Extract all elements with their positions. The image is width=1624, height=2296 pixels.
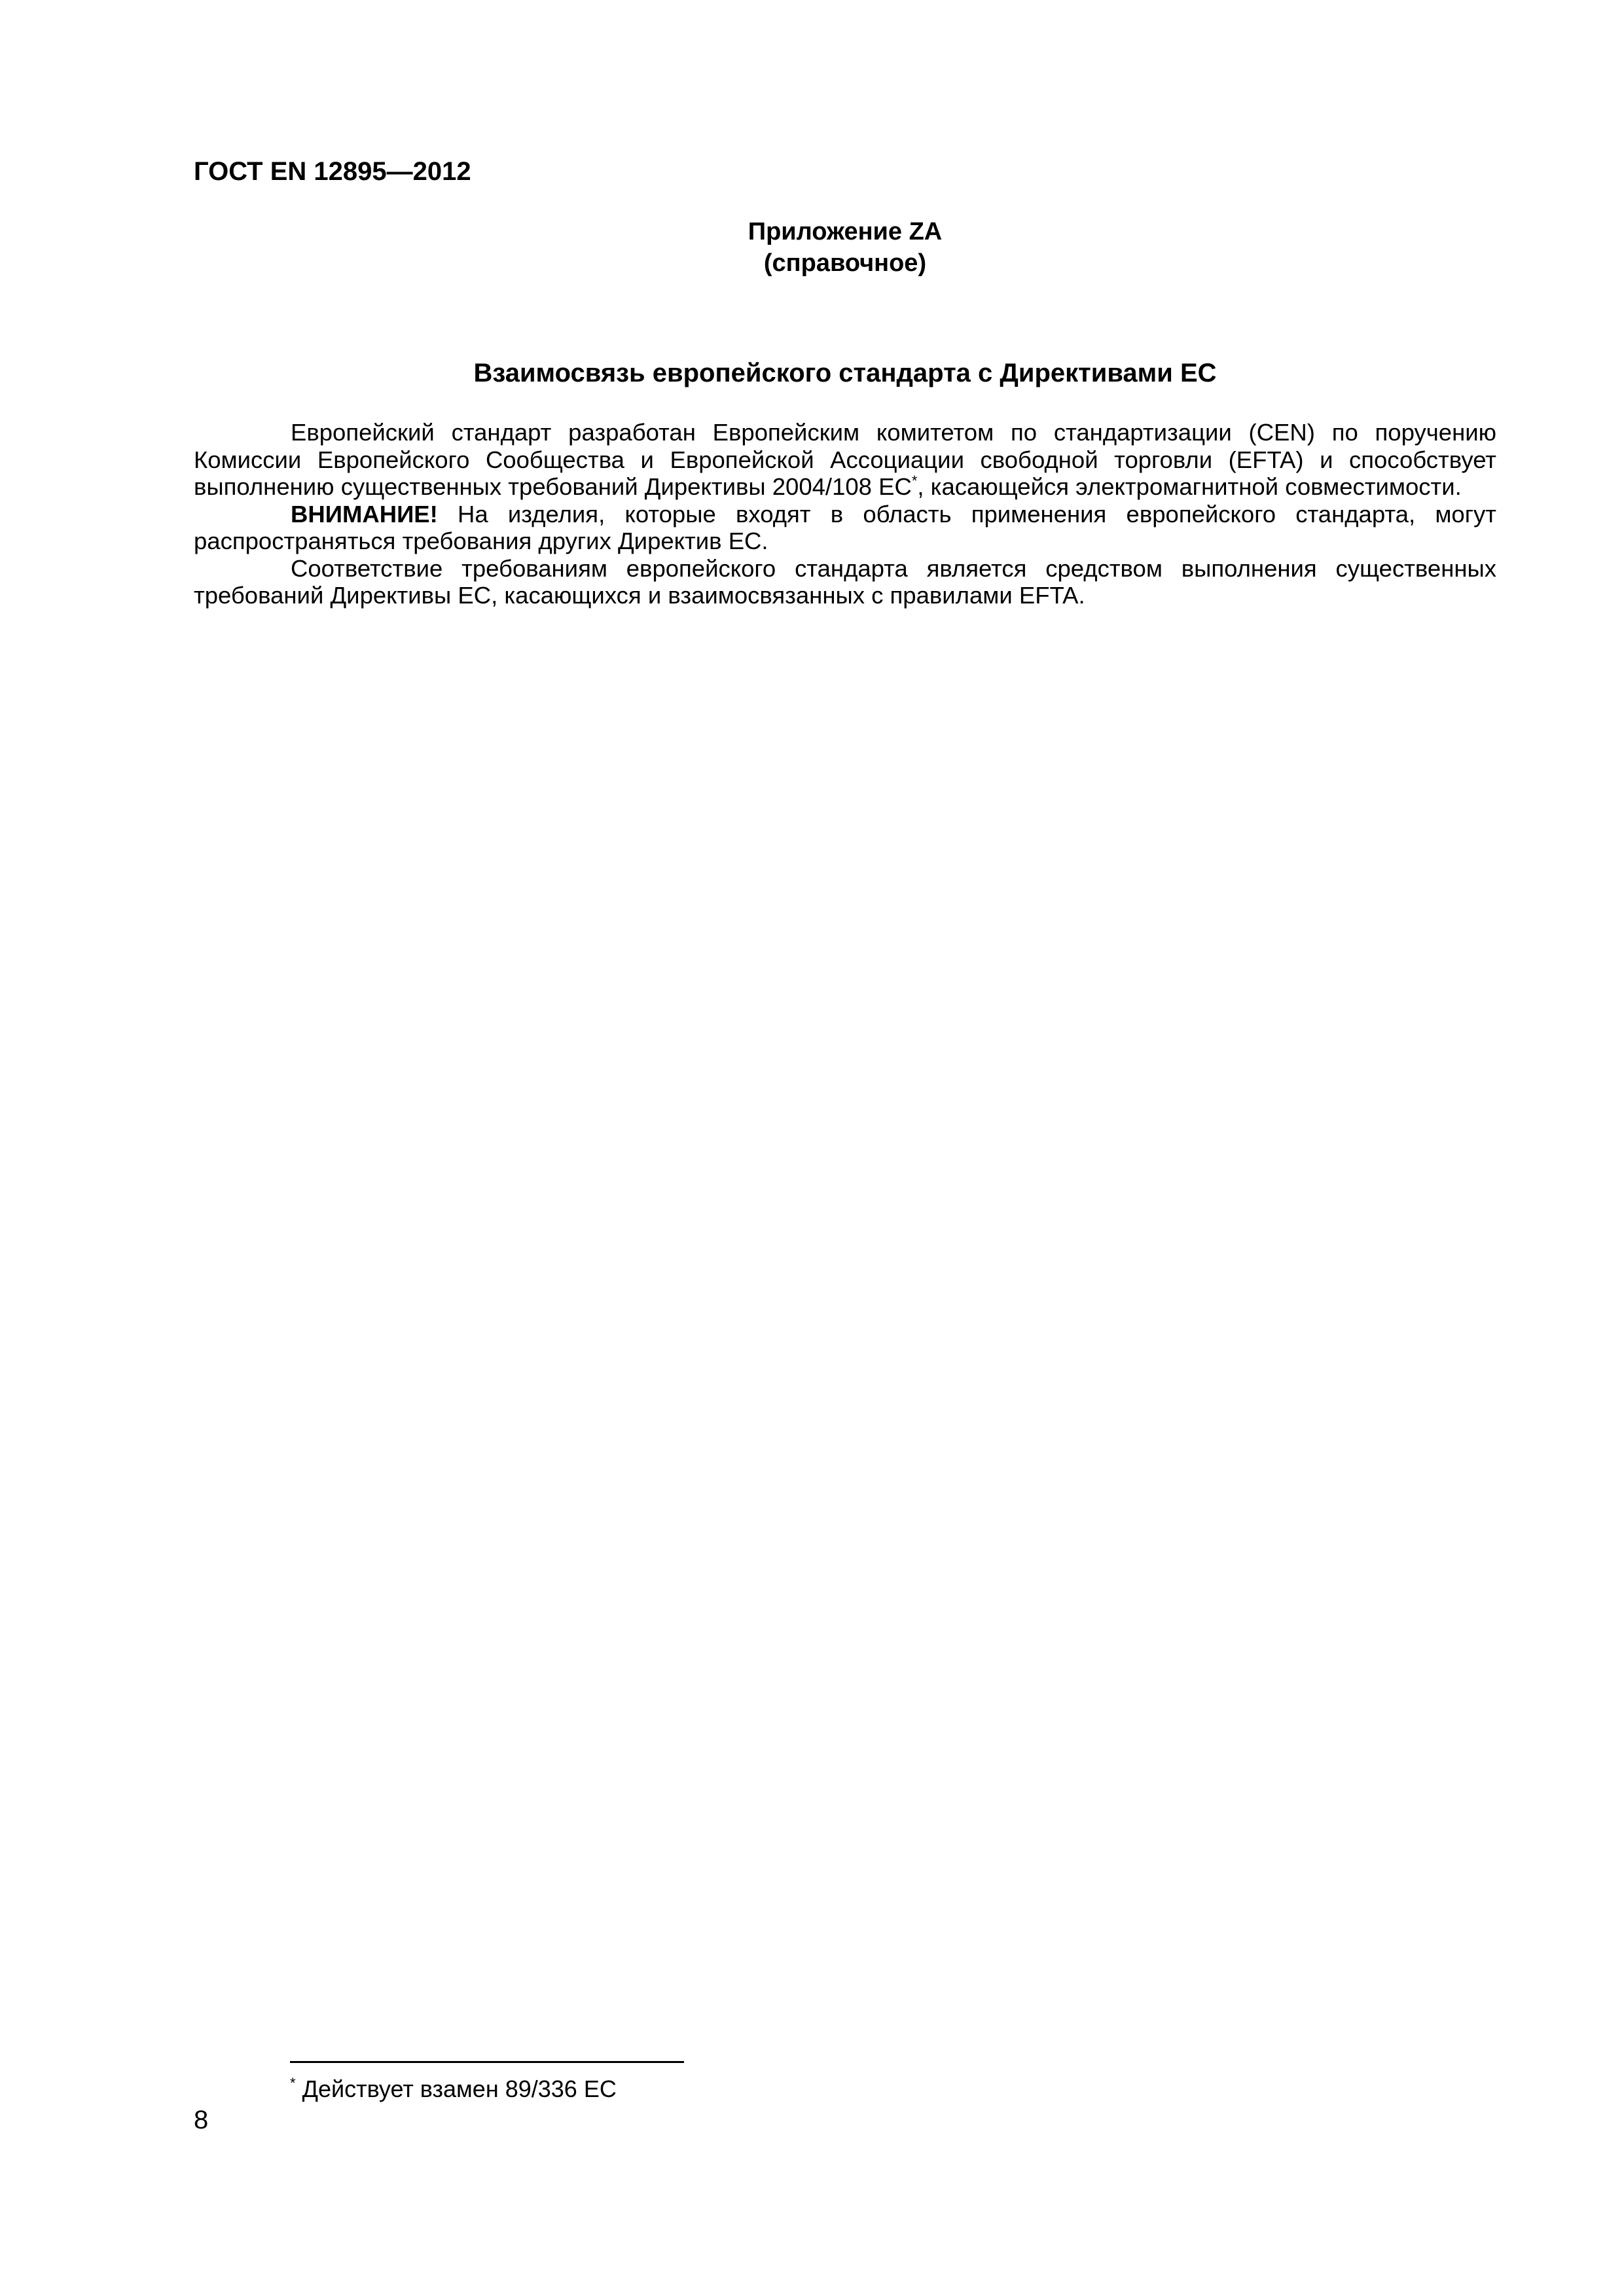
- paragraph-development-tail: , касающейся электромагнитной совместимости.: [917, 473, 1462, 500]
- annex-heading: [194, 216, 1496, 279]
- footnote-mark: *: [290, 2075, 296, 2091]
- annex-type: (справочное): [763, 249, 927, 277]
- attention-label: ВНИМАНИЕ!: [291, 500, 438, 528]
- footnote-reference-mark: *: [911, 473, 918, 489]
- section-title: Взаимосвязь европейского стандарта с Директивами ЕС: [473, 359, 1217, 387]
- body-text: [194, 419, 1496, 609]
- paragraph-attention: [194, 501, 1496, 555]
- footnote-text: Действует взамен 89/336 ЕС: [295, 2075, 617, 2102]
- footnote-separator: [290, 2061, 684, 2063]
- paragraph-conformity-text: Соответствие требованиям европейского стандарта является средством выполнения существенных требований Директивы ЕС, касающихся и взаимосвязанных с правилами EFTA.: [194, 554, 1496, 609]
- paragraph-development: [194, 419, 1496, 501]
- paragraph-conformity: [194, 555, 1496, 609]
- annex-label: Приложение ZA: [748, 218, 943, 245]
- paragraph-attention-text: На изделия, которые входят в область применения европейского стандарта, могут распространяться требования других Директив ЕС.: [194, 500, 1496, 554]
- paragraph-development-text: Европейский стандарт разработан Европейским комитетом по стандартизации (CEN) по поручению Комиссии Европейского Сообщества и Европейской Ассоциации свободной торговли (EFTA) и способствует выполнению существенных требований Директивы 2004/108 ЕС: [194, 419, 1496, 500]
- footnote: [290, 2075, 617, 2104]
- document-code: ГОСТ EN 12895—2012: [194, 157, 471, 186]
- page-number: 8: [194, 2106, 209, 2134]
